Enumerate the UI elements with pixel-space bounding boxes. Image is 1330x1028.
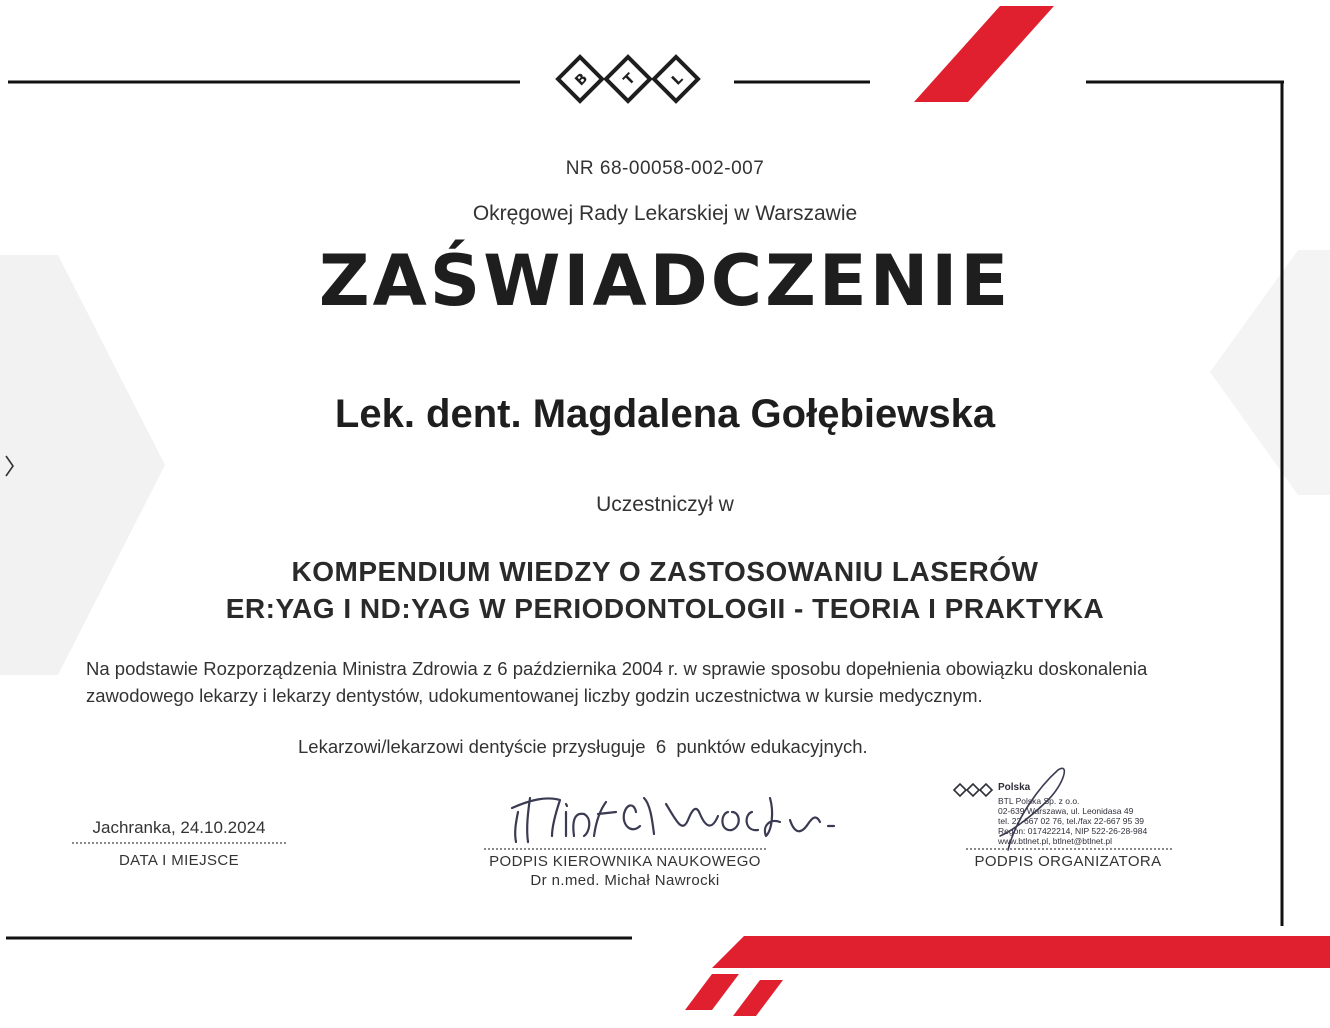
svg-text:L: L — [668, 70, 687, 89]
organizer-dotted-line — [966, 848, 1172, 850]
issuer-name: Okręgowej Rady Lekarskiej w Warszawie — [472, 202, 858, 225]
course-title-line-1: KOMPENDIUM WIEDZY O ZASTOSOWANIU LASERÓW — [291, 556, 1039, 587]
organizer-signature-label: PODPIS ORGANIZATORA — [974, 853, 1162, 870]
date-place-label: DATA I MIEJSCE — [118, 852, 240, 869]
certificate-title: ZAŚWIADCZENIE — [318, 240, 1012, 322]
certificate-number: NR 68-00058-002-007 — [565, 158, 765, 179]
scientific-signature-label: PODPIS KIEROWNIKA NAUKOWEGO — [489, 853, 761, 870]
date-place-value: Jachranka, 24.10.2024 — [92, 818, 266, 837]
stamp-line-6: www.btlnet.pl, btlnet@btlnet.pl — [998, 836, 1112, 846]
recipient-name: Lek. dent. Magdalena Gołębiewska — [334, 392, 996, 436]
svg-text:B: B — [572, 70, 592, 90]
education-points-text: Lekarzowi/lekarzowi dentyście przysługuje 6 punktów edukacyjnych. — [298, 736, 868, 757]
stamp-line-2: BTL Polska Sp. z o.o. — [998, 796, 1080, 806]
svg-text:T: T — [620, 70, 639, 89]
legal-basis-text: Na podstawie Rozporządzenia Ministra Zdrowia z 6 października 2004 r. w sprawie sposobu dopełnienia obowiązku doskonalenia zawodowego lekarzy i lekarzy dentystów, udokumentowanej liczby godzin uczestnictwa w kursie medycznym. — [86, 658, 1148, 706]
stamp-line-4: tel. 22-667 02 76, tel./fax 22-667 95 39 — [998, 816, 1145, 826]
stamp-line-3: 02-639 Warszawa, ul. Leonidasa 49 — [998, 806, 1134, 816]
scientific-director-name: Dr n.med. Michał Nawrocki — [530, 872, 720, 889]
stamp-line-1: Polska — [998, 782, 1031, 793]
stamp-line-5: Regon: 017422214, NIP 522-26-28-984 — [998, 826, 1148, 836]
participation-text: Uczestniczył w — [596, 493, 734, 516]
course-title-line-2: ER:YAG I ND:YAG W PERIODONTOLOGII - TEORIA I PRAKTYKA — [225, 593, 1105, 624]
